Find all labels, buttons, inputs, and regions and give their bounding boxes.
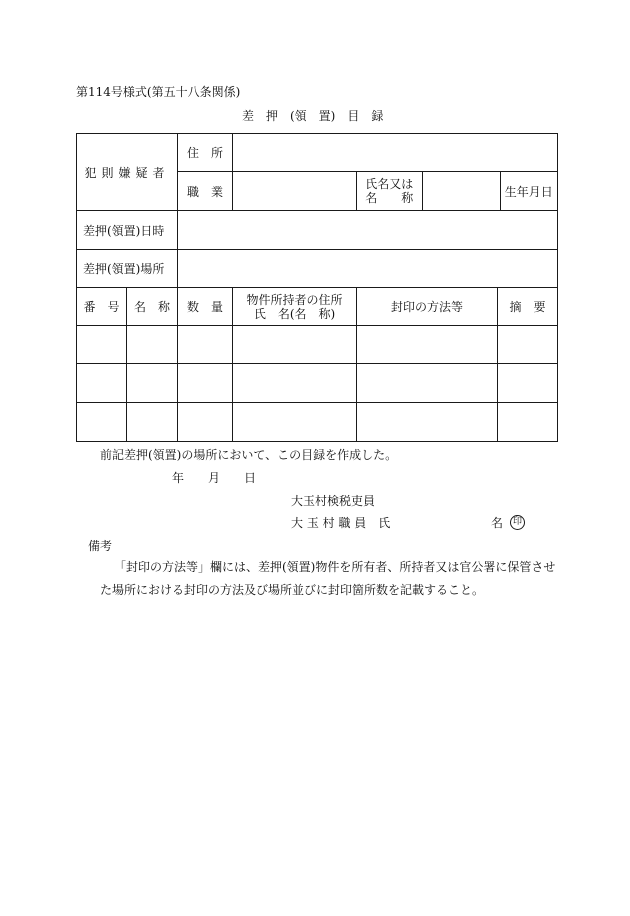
table-cell[interactable]	[77, 326, 127, 364]
table-cell[interactable]	[178, 364, 233, 403]
seizure-inventory-table	[76, 133, 558, 442]
table-cell[interactable]	[357, 403, 498, 442]
table-cell[interactable]	[127, 326, 178, 364]
table-cell[interactable]	[127, 364, 178, 403]
table-cell[interactable]	[127, 403, 178, 442]
table-cell[interactable]	[77, 403, 127, 442]
table-cell[interactable]	[233, 364, 357, 403]
table-cell[interactable]	[357, 364, 498, 403]
occupation-label: 職 業	[178, 172, 233, 211]
seizure-place-value[interactable]	[178, 250, 558, 288]
suspect-label-cell	[77, 134, 178, 211]
name-label-line2: 名 称	[365, 191, 414, 205]
table-cell[interactable]	[178, 326, 233, 364]
table-row	[77, 326, 558, 364]
table-cell[interactable]	[233, 403, 357, 442]
name-label-line1: 氏名又は	[365, 177, 414, 191]
table-cell[interactable]	[178, 403, 233, 442]
table-cell[interactable]	[498, 326, 558, 364]
col-number-header: 番 号	[77, 288, 127, 326]
creation-statement: 前記差押(領置)の場所において、この目録を作成した。	[100, 448, 398, 462]
col-summary-header: 摘 要	[498, 288, 558, 326]
seizure-place-label: 差押(領置)場所	[77, 250, 178, 288]
col-owner-header	[233, 288, 357, 326]
col-owner-line1: 物件所持者の住所	[246, 292, 343, 307]
name-birth-cell	[357, 172, 558, 211]
date-line: 年 月 日	[172, 471, 257, 485]
seal-icon: 印	[510, 515, 525, 530]
name-value[interactable]	[422, 172, 500, 210]
address-label: 住 所	[178, 134, 233, 172]
table-row	[77, 364, 558, 403]
seizure-datetime-label: 差押(領置)日時	[77, 211, 178, 250]
col-item-name-header: 名 称	[127, 288, 178, 326]
table-row	[77, 403, 558, 442]
table-cell[interactable]	[77, 364, 127, 403]
official-name-line: 大 玉 村 職 員 氏	[291, 516, 391, 530]
table-cell[interactable]	[357, 326, 498, 364]
official-title: 大玉村検税吏員	[291, 494, 376, 508]
address-value[interactable]	[233, 134, 558, 172]
remarks-line1: 「封印の方法等」欄には、差押(領置)物件を所有者、所持者又は官公署に保管させ	[114, 560, 556, 574]
suspect-label: 犯則嫌疑者	[84, 165, 170, 180]
document-title: 差 押 (領 置) 目 録	[242, 109, 384, 123]
remarks-heading: 備考	[88, 539, 113, 553]
name-char: 名	[491, 516, 504, 530]
table-cell[interactable]	[498, 403, 558, 442]
col-quantity-header: 数 量	[178, 288, 233, 326]
seal-mark	[510, 515, 525, 530]
seizure-datetime-value[interactable]	[178, 211, 558, 250]
col-seal-method-header: 封印の方法等	[357, 288, 498, 326]
table-cell[interactable]	[233, 326, 357, 364]
remarks-line2: た場所における封印の方法及び場所並びに封印箇所数を記載すること。	[100, 583, 485, 597]
form-number: 第114号様式(第五十八条関係)	[76, 85, 241, 99]
table-cell[interactable]	[498, 364, 558, 403]
col-owner-line2: 氏 名(名 称)	[253, 306, 336, 321]
name-label	[357, 172, 422, 210]
birthdate-label: 生年月日	[504, 184, 553, 199]
occupation-value[interactable]	[233, 172, 357, 211]
